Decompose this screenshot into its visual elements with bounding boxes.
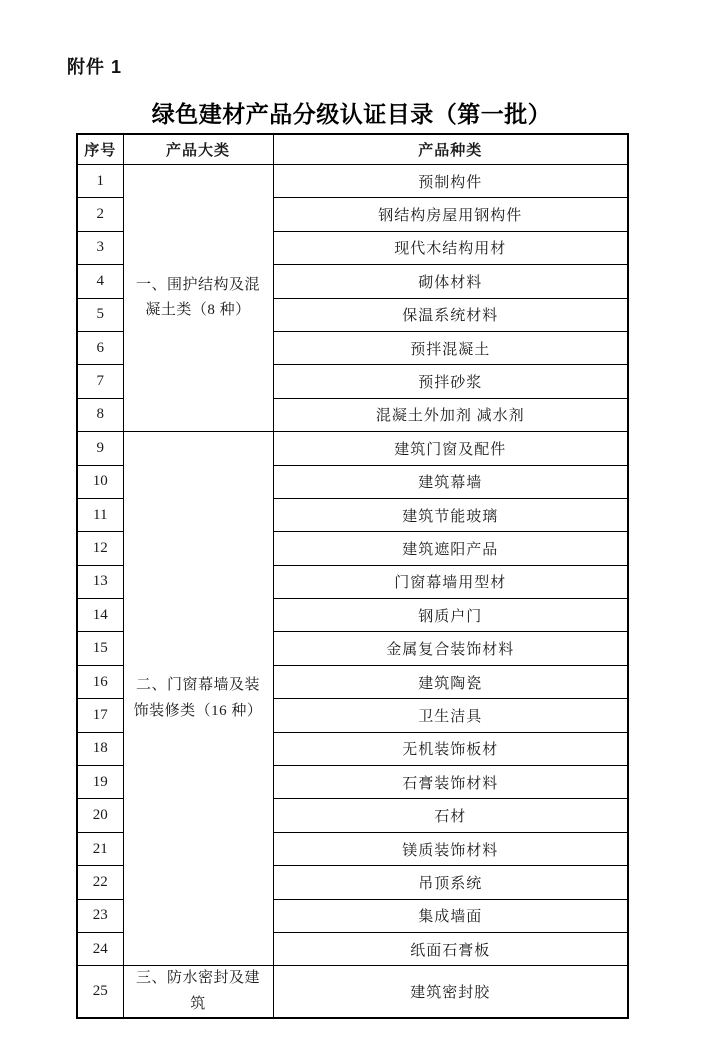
serial-number-cell: 1 — [77, 165, 123, 198]
product-type-cell: 门窗幕墙用型材 — [273, 565, 628, 598]
product-type-cell: 保温系统材料 — [273, 298, 628, 331]
serial-number-cell: 13 — [77, 565, 123, 598]
serial-number-cell: 22 — [77, 866, 123, 899]
serial-number-cell: 9 — [77, 432, 123, 465]
serial-number-cell: 15 — [77, 632, 123, 665]
product-type-cell: 无机装饰板材 — [273, 732, 628, 765]
product-type-cell: 预拌砂浆 — [273, 365, 628, 398]
product-type-cell: 现代木结构用材 — [273, 231, 628, 264]
serial-number-cell: 8 — [77, 398, 123, 431]
product-type-cell: 镁质装饰材料 — [273, 832, 628, 865]
product-type-cell: 集成墙面 — [273, 899, 628, 932]
product-type-cell: 石膏装饰材料 — [273, 766, 628, 799]
product-type-cell: 混凝土外加剂 减水剂 — [273, 398, 628, 431]
serial-number-cell: 11 — [77, 498, 123, 531]
product-category-cell: 二、门窗幕墙及装饰装修类（16 种） — [123, 432, 273, 966]
serial-number-cell: 5 — [77, 298, 123, 331]
serial-number-cell: 4 — [77, 265, 123, 298]
serial-number-cell: 19 — [77, 766, 123, 799]
serial-number-cell: 16 — [77, 665, 123, 698]
serial-number-cell: 23 — [77, 899, 123, 932]
table-header-row — [77, 134, 628, 165]
product-category-cell: 一、围护结构及混凝土类（8 种） — [123, 165, 273, 432]
serial-number-cell: 17 — [77, 699, 123, 732]
header-serial-number: 序号 — [77, 134, 123, 165]
serial-number-cell: 14 — [77, 599, 123, 632]
product-category-cell: 三、防水密封及建筑 — [123, 966, 273, 1019]
product-type-cell: 建筑遮阳产品 — [273, 532, 628, 565]
product-type-cell: 建筑幕墙 — [273, 465, 628, 498]
product-type-cell: 卫生洁具 — [273, 699, 628, 732]
serial-number-cell: 7 — [77, 365, 123, 398]
serial-number-cell: 6 — [77, 331, 123, 364]
table-row — [77, 432, 628, 465]
product-type-cell: 钢质户门 — [273, 599, 628, 632]
serial-number-cell: 25 — [77, 966, 123, 1019]
serial-number-cell: 2 — [77, 198, 123, 231]
header-product-type: 产品种类 — [273, 134, 628, 165]
serial-number-cell: 24 — [77, 932, 123, 965]
attachment-label: 附件 1 — [67, 57, 123, 77]
table-row — [77, 165, 628, 198]
product-type-cell: 石材 — [273, 799, 628, 832]
serial-number-cell: 12 — [77, 532, 123, 565]
product-type-cell: 钢结构房屋用钢构件 — [273, 198, 628, 231]
header-product-category: 产品大类 — [123, 134, 273, 165]
product-type-cell: 砌体材料 — [273, 265, 628, 298]
catalog-table — [76, 133, 629, 1019]
product-type-cell: 建筑节能玻璃 — [273, 498, 628, 531]
product-type-cell: 纸面石膏板 — [273, 932, 628, 965]
table-row — [77, 966, 628, 1019]
serial-number-cell: 10 — [77, 465, 123, 498]
serial-number-cell: 20 — [77, 799, 123, 832]
page-title: 绿色建材产品分级认证目录（第一批） — [151, 102, 552, 127]
product-type-cell: 建筑门窗及配件 — [273, 432, 628, 465]
product-type-cell: 建筑密封胶 — [273, 966, 628, 1019]
product-type-cell: 金属复合装饰材料 — [273, 632, 628, 665]
product-type-cell: 预拌混凝土 — [273, 331, 628, 364]
serial-number-cell: 18 — [77, 732, 123, 765]
product-type-cell: 吊顶系统 — [273, 866, 628, 899]
product-type-cell: 预制构件 — [273, 165, 628, 198]
product-type-cell: 建筑陶瓷 — [273, 665, 628, 698]
serial-number-cell: 3 — [77, 231, 123, 264]
serial-number-cell: 21 — [77, 832, 123, 865]
